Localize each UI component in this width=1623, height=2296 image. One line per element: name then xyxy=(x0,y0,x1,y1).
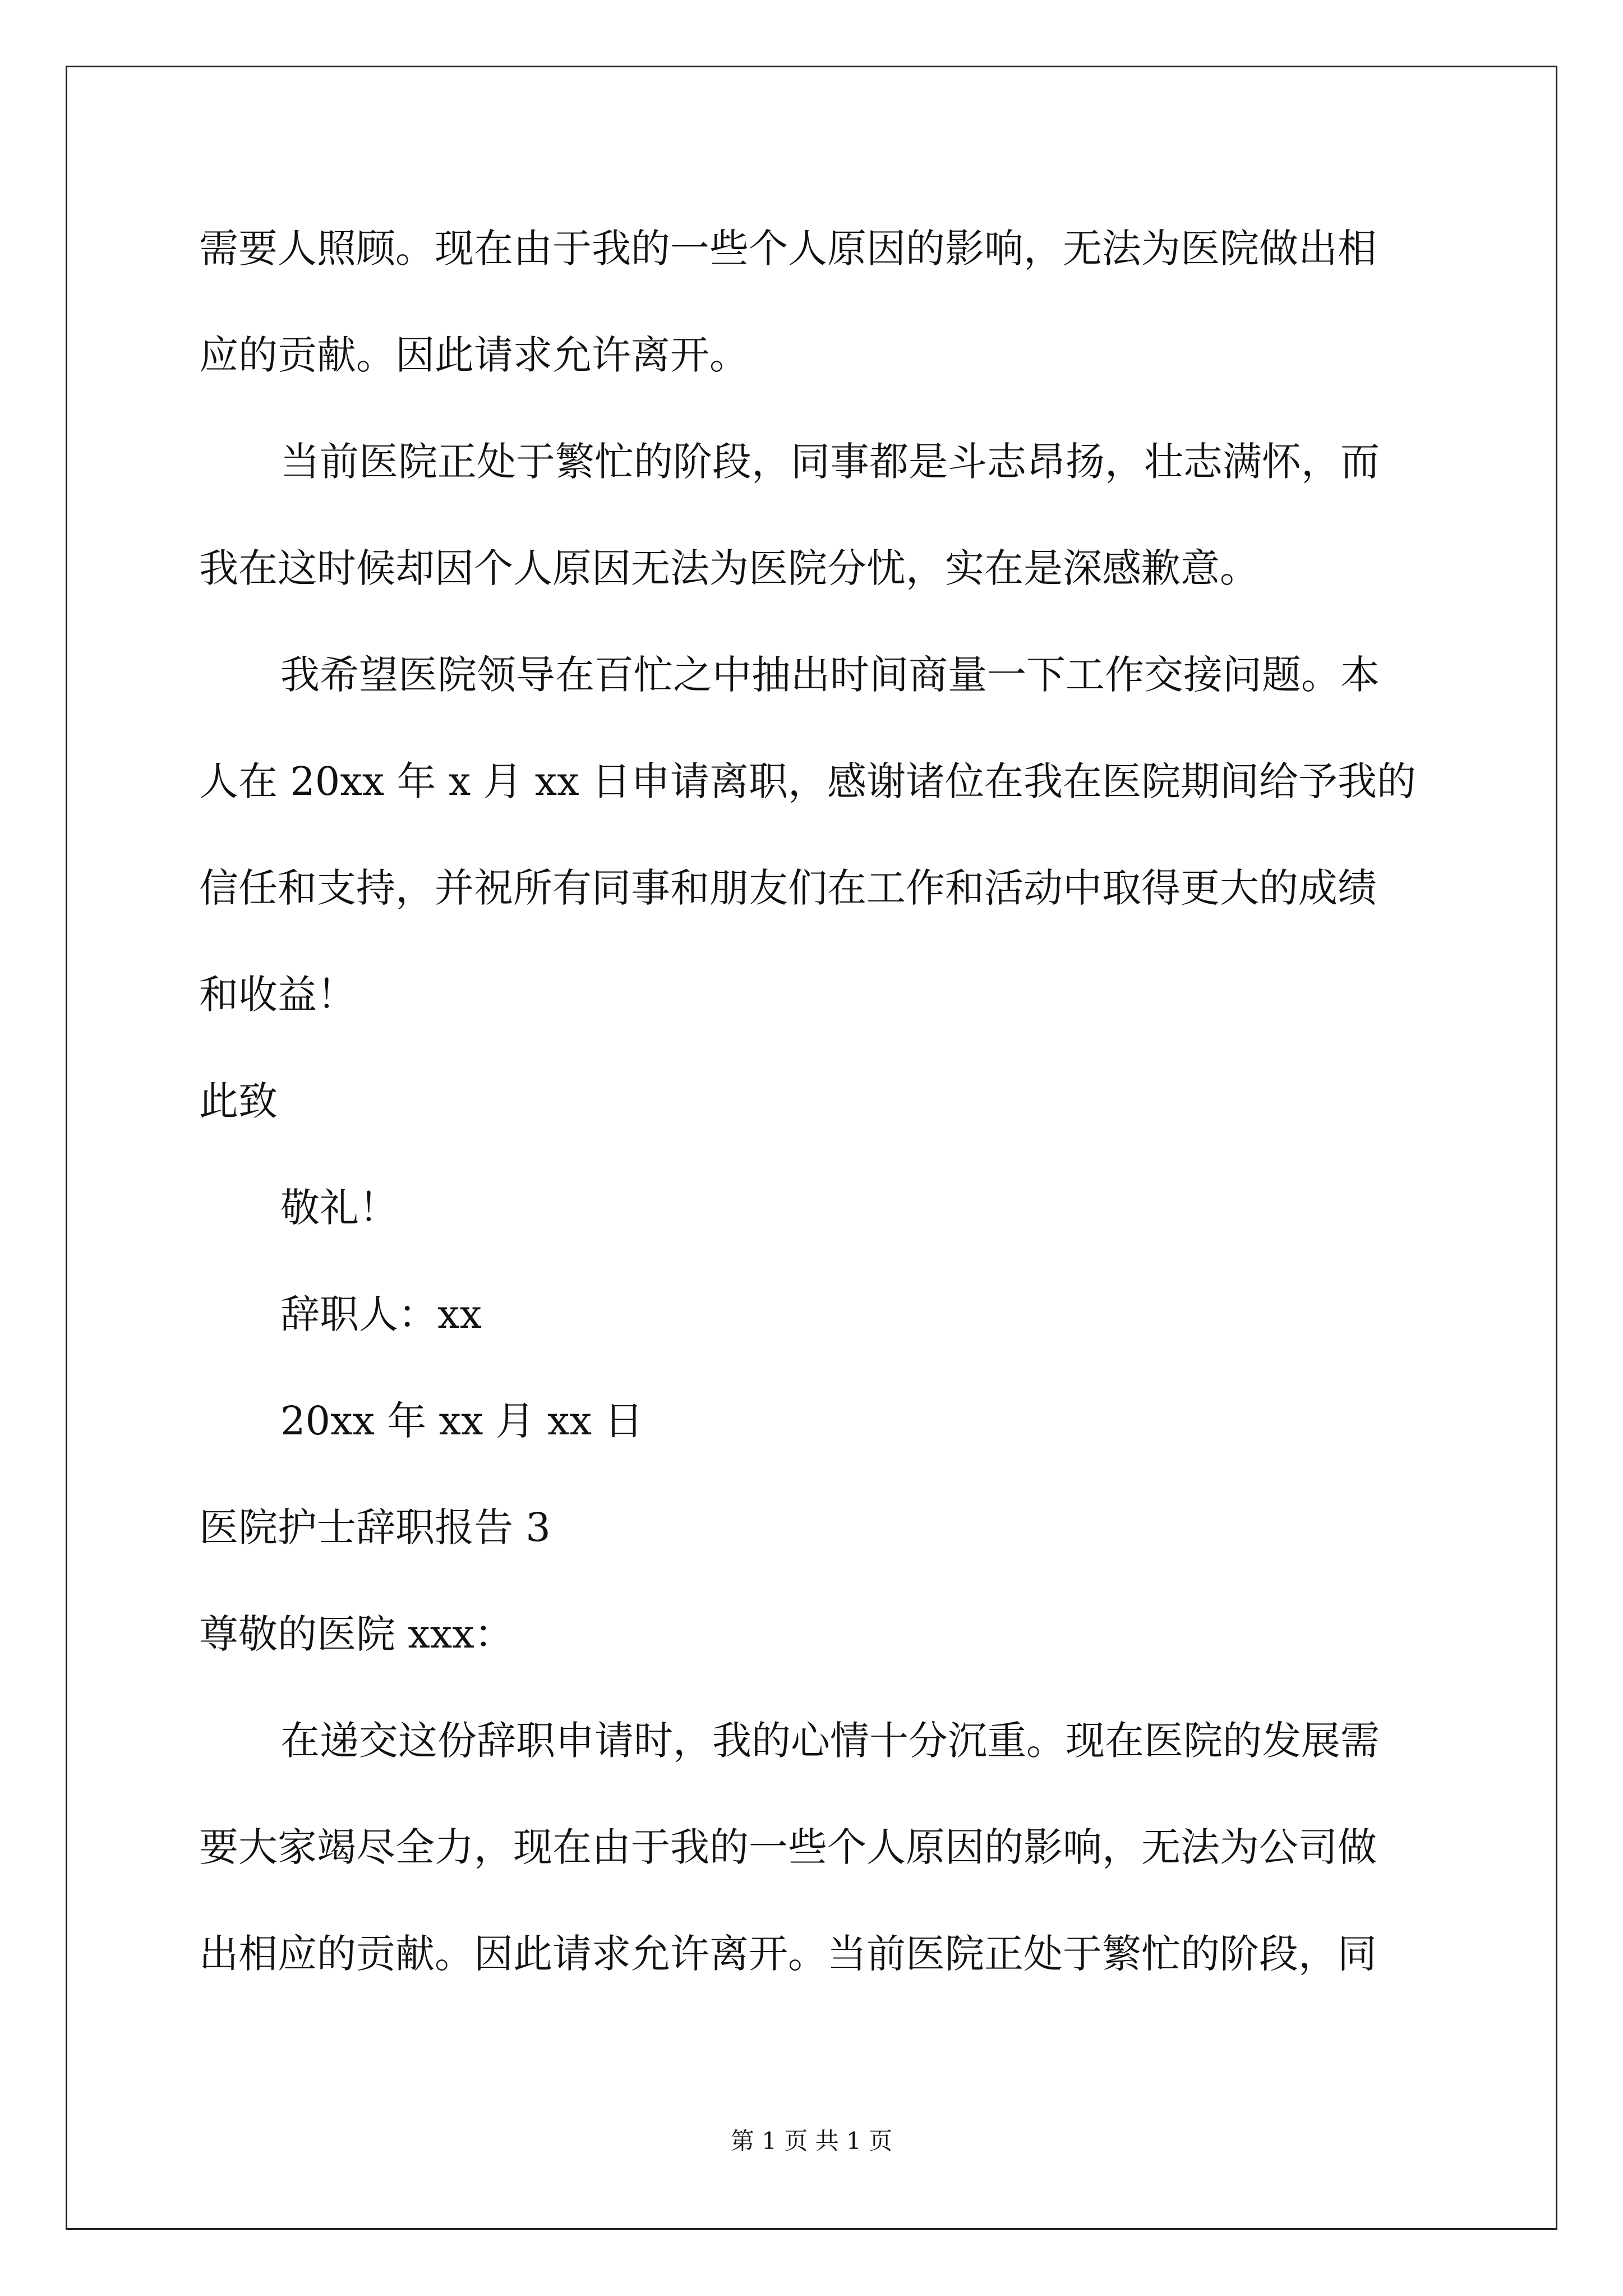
greeting-line: 尊敬的医院 xxx： xyxy=(199,1611,514,1657)
date-line: 20xx 年 xx 月 xx 日 xyxy=(280,1398,644,1444)
signature-line: 辞职人：xx xyxy=(280,1291,482,1337)
paragraph-start: 当前医院正处于繁忙的阶段，同事都是斗志昂扬，壮志满怀，而 xyxy=(280,439,1380,485)
body-line: 我在这时候却因个人原因无法为医院分忧，实在是深感歉意。 xyxy=(199,545,1259,591)
body-line: 出相应的贡献。因此请求允许离开。当前医院正处于繁忙的阶段，同 xyxy=(199,1931,1377,1977)
closing-salutation: 此致 xyxy=(199,1078,278,1124)
paragraph-start: 我希望医院领导在百忙之中抽出时间商量一下工作交接问题。本 xyxy=(280,652,1380,698)
body-line: 和收益！ xyxy=(199,972,356,1018)
body-line: 信任和支持，并祝所有同事和朋友们在工作和活动中取得更大的成绩 xyxy=(199,865,1377,911)
section-title: 医院护士辞职报告 3 xyxy=(199,1504,551,1550)
page-number-footer: 第 1 页 共 1 页 xyxy=(730,2127,893,2155)
paragraph-start: 在递交这份辞职申请时，我的心情十分沉重。现在医院的发展需 xyxy=(280,1718,1380,1764)
body-line: 需要人照顾。现在由于我的一些个人原因的影响，无法为医院做出相 xyxy=(199,226,1377,272)
body-line: 应的贡献。因此请求允许离开。 xyxy=(199,332,749,378)
body-line: 人在 20xx 年 x 月 xx 日申请离职，感谢诸位在我在医院期间给予我的 xyxy=(199,758,1416,804)
closing-regards: 敬礼！ xyxy=(280,1185,398,1231)
page-border xyxy=(66,66,1557,2230)
body-line: 要大家竭尽全力，现在由于我的一些个人原因的影响，无法为公司做 xyxy=(199,1824,1377,1870)
